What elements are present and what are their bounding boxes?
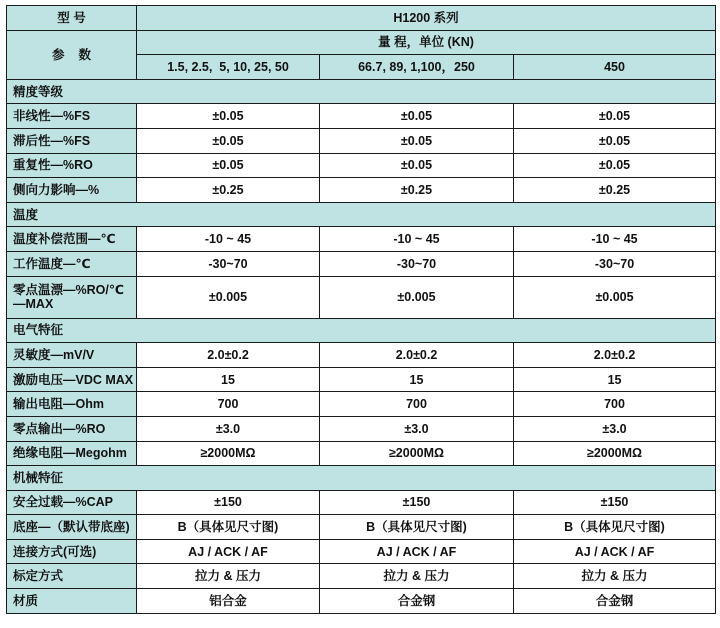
spec-label: 零点温漂—%RO/℃—MAX: [7, 276, 137, 318]
section-title: 电气特征: [7, 318, 716, 343]
spec-value: ±0.05: [514, 128, 716, 153]
spec-value: 700: [514, 392, 716, 417]
spec-table: [6, 5, 716, 614]
spec-value: ±150: [514, 490, 716, 515]
spec-label: 激励电压—VDC MAX: [7, 367, 137, 392]
spec-row: [7, 178, 716, 203]
spec-label: 零点输出—%RO: [7, 416, 137, 441]
spec-value: ±0.005: [137, 276, 320, 318]
spec-value: AJ / ACK / AF: [514, 539, 716, 564]
spec-label: 底座—（默认带底座): [7, 515, 137, 540]
spec-value: 2.0±0.2: [137, 343, 320, 368]
spec-value: B（具体见尺寸图): [514, 515, 716, 540]
spec-value: ±0.05: [137, 128, 320, 153]
header-row-model: [7, 6, 716, 31]
spec-value: 合金钢: [514, 589, 716, 614]
spec-label: 非线性—%FS: [7, 104, 137, 129]
section-row: [7, 318, 716, 343]
spec-value: B（具体见尺寸图): [320, 515, 514, 540]
spec-row: [7, 251, 716, 276]
spec-row: [7, 589, 716, 614]
spec-row: [7, 227, 716, 252]
spec-row: [7, 153, 716, 178]
spec-row: [7, 564, 716, 589]
spec-value: AJ / ACK / AF: [137, 539, 320, 564]
model-label: 型 号: [7, 6, 137, 31]
spec-value: ±3.0: [320, 416, 514, 441]
spec-value: 合金钢: [320, 589, 514, 614]
spec-value: ±150: [320, 490, 514, 515]
spec-value: 15: [320, 367, 514, 392]
spec-value: 拉力 & 压力: [320, 564, 514, 589]
spec-value: B（具体见尺寸图): [137, 515, 320, 540]
spec-value: -10 ~ 45: [514, 227, 716, 252]
spec-value: -10 ~ 45: [137, 227, 320, 252]
spec-label: 连接方式(可选): [7, 539, 137, 564]
spec-label: 重复性—%RO: [7, 153, 137, 178]
spec-row: [7, 515, 716, 540]
spec-row: [7, 539, 716, 564]
section-row: [7, 79, 716, 104]
spec-row: [7, 276, 716, 318]
spec-value: ±0.05: [320, 153, 514, 178]
spec-label: 滞后性—%FS: [7, 128, 137, 153]
section-title: 温度: [7, 202, 716, 227]
section-row: [7, 202, 716, 227]
spec-value: -10 ~ 45: [320, 227, 514, 252]
spec-label: 绝缘电阻—Megohm: [7, 441, 137, 466]
spec-value: ±0.05: [137, 104, 320, 129]
spec-value: ±0.25: [514, 178, 716, 203]
spec-value: 拉力 & 压力: [514, 564, 716, 589]
spec-value: 700: [320, 392, 514, 417]
spec-value: ≥2000MΩ: [514, 441, 716, 466]
spec-value: 700: [137, 392, 320, 417]
spec-label: 输出电阻—Ohm: [7, 392, 137, 417]
spec-value: ±150: [137, 490, 320, 515]
spec-value: ±0.25: [320, 178, 514, 203]
section-title: 精度等级: [7, 79, 716, 104]
spec-row: [7, 490, 716, 515]
section-row: [7, 466, 716, 491]
spec-label: 温度补偿范围—℃: [7, 227, 137, 252]
spec-value: ≥2000MΩ: [137, 441, 320, 466]
spec-value: -30~70: [137, 251, 320, 276]
spec-value: ±0.25: [137, 178, 320, 203]
header-row-range: [7, 30, 716, 55]
spec-value: ±0.05: [514, 104, 716, 129]
spec-label: 侧向力影响—%: [7, 178, 137, 203]
spec-row: [7, 104, 716, 129]
spec-value: 2.0±0.2: [320, 343, 514, 368]
spec-value: ±0.05: [320, 104, 514, 129]
spec-value: 15: [137, 367, 320, 392]
spec-label: 安全过载—%CAP: [7, 490, 137, 515]
spec-value: ±0.05: [514, 153, 716, 178]
spec-label: 工作温度—℃: [7, 251, 137, 276]
spec-value: ≥2000MΩ: [320, 441, 514, 466]
spec-row: [7, 392, 716, 417]
range-label: 量 程，单位 (KN): [137, 30, 716, 55]
spec-row: [7, 441, 716, 466]
spec-value: -30~70: [320, 251, 514, 276]
spec-value: ±3.0: [514, 416, 716, 441]
range-value-1: 1.5, 2.5, 5, 10, 25, 50: [137, 55, 320, 80]
spec-value: 铝合金: [137, 589, 320, 614]
spec-value: ±0.005: [514, 276, 716, 318]
spec-value: AJ / ACK / AF: [320, 539, 514, 564]
section-title: 机械特征: [7, 466, 716, 491]
spec-table-body: [7, 6, 716, 614]
range-value-3: 450: [514, 55, 716, 80]
spec-label: 标定方式: [7, 564, 137, 589]
spec-row: [7, 343, 716, 368]
spec-value: 拉力 & 压力: [137, 564, 320, 589]
spec-value: 15: [514, 367, 716, 392]
spec-label: 材质: [7, 589, 137, 614]
spec-value: ±0.005: [320, 276, 514, 318]
series-name: H1200 系列: [137, 6, 716, 31]
spec-value: ±0.05: [320, 128, 514, 153]
spec-value: -30~70: [514, 251, 716, 276]
spec-row: [7, 416, 716, 441]
spec-value: ±0.05: [137, 153, 320, 178]
spec-value: 2.0±0.2: [514, 343, 716, 368]
spec-row: [7, 128, 716, 153]
param-label: 参 数: [7, 30, 137, 79]
spec-row: [7, 367, 716, 392]
spec-label: 灵敏度—mV/V: [7, 343, 137, 368]
spec-value: ±3.0: [137, 416, 320, 441]
range-value-2: 66.7, 89, 1,100，250: [320, 55, 514, 80]
